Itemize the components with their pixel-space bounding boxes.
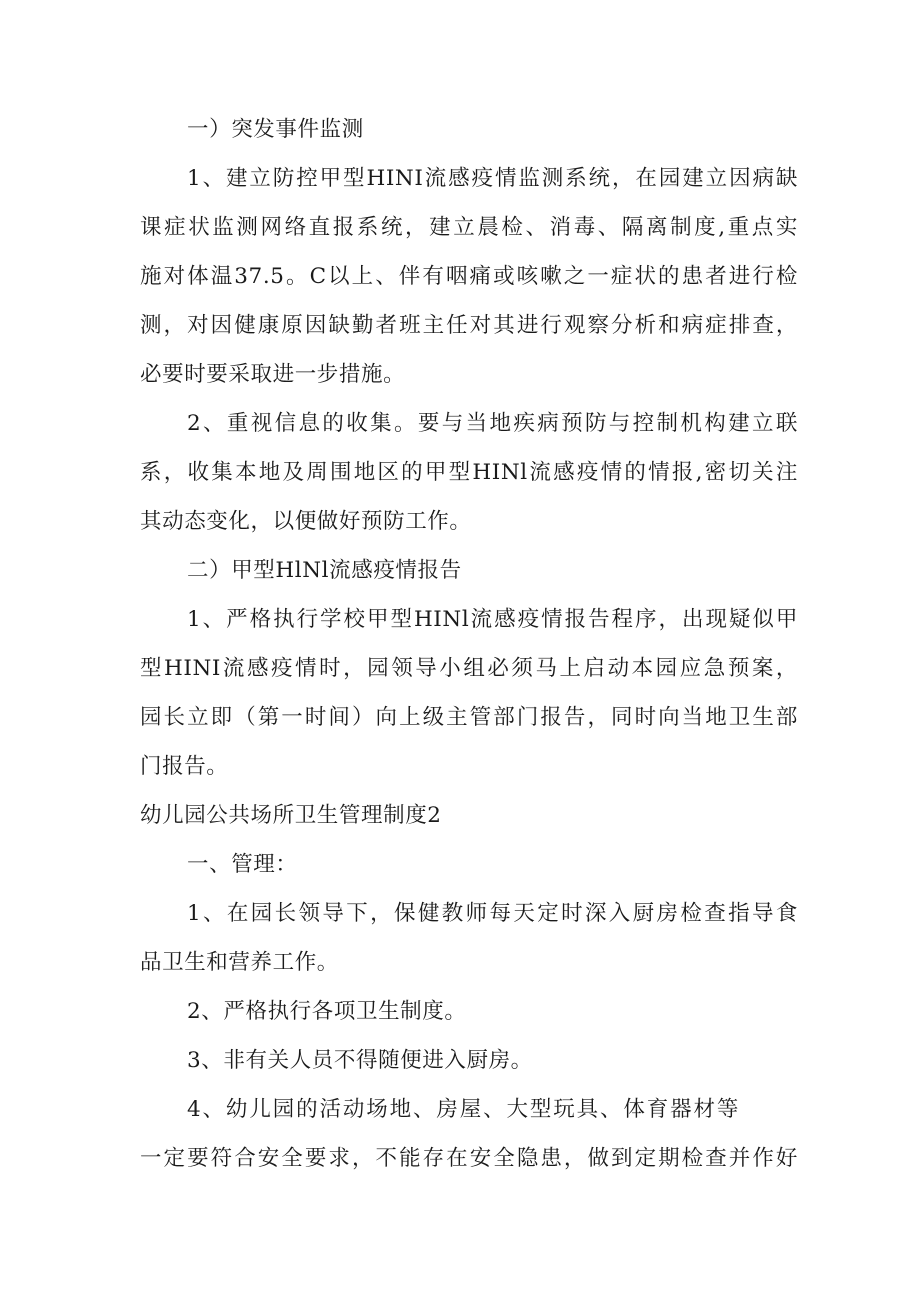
paragraph-line: 1、在园长领导下，保健教师每天定时深入厨房检查指导食 bbox=[187, 901, 798, 926]
paragraph-line: 2、重视信息的收集。要与当地疾病预防与控制机构建立联 bbox=[187, 411, 798, 436]
paragraph-line: 3、非有关人员不得随便进入厨房。 bbox=[187, 1048, 533, 1073]
paragraph-line: 1、严格执行学校甲型HINl流感疫情报告程序，出现疑似甲 bbox=[187, 607, 798, 632]
paragraph-line: 2、严格执行各项卫生制度。 bbox=[187, 999, 467, 1024]
paragraph-line: 必要时要采取进一步措施。 bbox=[140, 362, 406, 387]
paragraph-line: 1、建立防控甲型HINI流感疫情监测系统，在园建立因病缺 bbox=[187, 166, 798, 191]
paragraph-line: 型HINI流感疫情时，园领导小组必须马上启动本园应急预案， bbox=[140, 656, 798, 681]
paragraph-line: 品卫生和营养工作。 bbox=[140, 950, 339, 975]
document-title: 幼儿园公共场所卫生管理制度2 bbox=[140, 803, 442, 828]
paragraph-line: 一定要符合安全要求，不能存在安全隐患，做到定期检查并作好 bbox=[140, 1146, 798, 1171]
paragraph-line: 施对体温37.5。C以上、伴有咽痛或咳嗽之一症状的患者进行检 bbox=[140, 264, 798, 289]
paragraph-line: 园长立即（第一时间）向上级主管部门报告，同时向当地卫生部 bbox=[140, 705, 798, 730]
section-heading-flu-report: 二）甲型HlNl流感疫情报告 bbox=[187, 558, 462, 583]
paragraph-line: 4、幼儿园的活动场地、房屋、大型玩具、体育器材等 bbox=[187, 1097, 739, 1122]
section-heading-management: 一、管理： bbox=[187, 852, 298, 877]
paragraph-line: 课症状监测网络直报系统，建立晨检、消毒、隔离制度,重点实 bbox=[140, 215, 798, 240]
paragraph-line: 门报告。 bbox=[140, 754, 229, 779]
paragraph-line: 系，收集本地及周围地区的甲型HINl流感疫情的情报,密切关注 bbox=[140, 460, 798, 485]
section-heading-incident-monitoring: 一）突发事件监测 bbox=[187, 117, 364, 142]
paragraph-line: 其动态变化，以便做好预防工作。 bbox=[140, 509, 472, 534]
paragraph-line: 测，对因健康原因缺勤者班主任对其进行观察分析和病症排查， bbox=[140, 313, 798, 338]
